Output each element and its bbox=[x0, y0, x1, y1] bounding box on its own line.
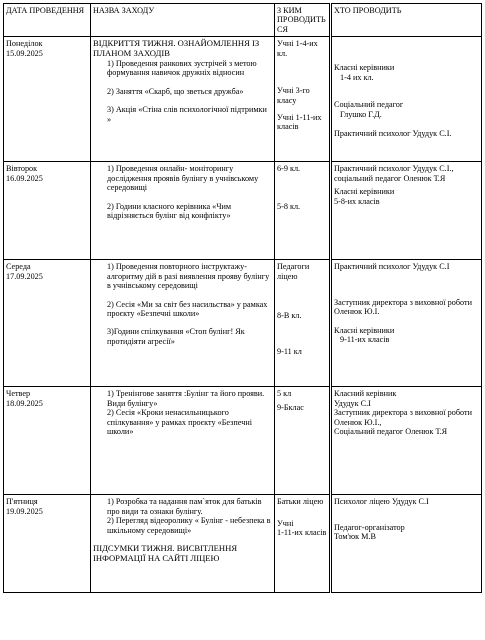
responsible-item: Заступник директора з виховної роботи bbox=[334, 297, 472, 307]
table-row bbox=[4, 37, 482, 162]
event-cell bbox=[91, 495, 275, 593]
event-item: 2) Заняття «Скарб, що зветься дружба» bbox=[107, 86, 244, 96]
day-name: Середа bbox=[6, 262, 31, 272]
audience-item: Учні 1-11-их класів bbox=[277, 112, 322, 132]
table-row bbox=[4, 260, 482, 387]
date-cell bbox=[4, 387, 91, 495]
weekly-plan-table bbox=[3, 3, 482, 593]
event-item: 1) Проведення повторного інструктажу- алгоритму дій в разі виявлення прояву булінгу в учнівському середовищі bbox=[107, 262, 270, 291]
event-item: 2) Сесія «Ми за світ без насильства» у рамках проєкту «Безпечні школи» bbox=[107, 299, 268, 318]
date-cell bbox=[4, 37, 91, 162]
audience-cell bbox=[275, 387, 331, 495]
date-cell bbox=[4, 162, 91, 260]
responsible-item: Психолог ліцею Удудук С.І bbox=[334, 497, 429, 507]
section-title: ВІДКРИТТЯ ТИЖНЯ. ОЗНАЙОМЛЕННЯ ІЗ ПЛАНОМ ЗАХОДІВ bbox=[93, 38, 260, 59]
responsible-cell bbox=[331, 37, 482, 162]
responsible-item: Практичний психолог Удудук С.І., соціальний педагог Оленюк Т.Я bbox=[334, 164, 454, 183]
event-item: 2) Перегляд відеоролику « Булінг - небезпека в шкільному середовищі» bbox=[107, 516, 271, 535]
table-row bbox=[4, 387, 482, 495]
day-name: Четвер bbox=[6, 389, 31, 399]
audience-cell bbox=[275, 162, 331, 260]
summary-title: ПІДСУМКИ ТИЖНЯ. ВИСВІТЛЕННЯ ІНФОРМАЦІЇ НА САЙТІ ЛІЦЕЮ bbox=[93, 542, 238, 563]
audience-item: 9-Бклас bbox=[277, 402, 304, 412]
responsible-item: Оленюк Ю.І. bbox=[334, 307, 380, 317]
responsible-item: 1-4 их кл. bbox=[340, 72, 374, 82]
day-name: П'ятниця bbox=[6, 497, 38, 507]
audience-item: Учні 1-4-их кл. bbox=[277, 39, 318, 58]
responsible-item: Глушко Г.Д. bbox=[340, 109, 382, 119]
responsible-cell bbox=[331, 495, 482, 593]
audience-item: 6-9 кл. bbox=[277, 164, 301, 174]
responsible-item: 9-11-их класів bbox=[340, 334, 390, 344]
event-item: 1) Розробка та надання пам`яток для батьків про види та ознаки булінгу. bbox=[107, 497, 262, 516]
responsible-item: Соціальний педагог Оленюк Т.Я bbox=[334, 426, 448, 436]
audience-cell bbox=[275, 495, 331, 593]
responsible-cell bbox=[331, 162, 482, 260]
event-cell bbox=[91, 37, 275, 162]
event-item: 1) Проведення ранкових зустрічей з метою формування навичок дружніх відносин bbox=[107, 59, 257, 78]
responsible-item: Класний керівник bbox=[334, 389, 397, 399]
day-name: Понеділок bbox=[6, 39, 43, 49]
header-who: ХТО ПРОВОДИТЬ bbox=[331, 4, 482, 37]
audience-item: 5-8 кл. bbox=[277, 201, 301, 211]
event-item: 2) Сесія «Кроки ненасильницького спілкування» у рамках проєкту «Безпечні школи» bbox=[107, 408, 252, 436]
day-date: 15.09.2025 bbox=[6, 48, 43, 58]
responsible-item: Класні керівники bbox=[334, 325, 395, 335]
responsible-item: Оленюк Ю.І., bbox=[334, 417, 382, 427]
header-event: НАЗВА ЗАХОДУ bbox=[91, 4, 275, 37]
event-item: 2) Години класного керівника «Чим відрізняється булінг від конфлікту» bbox=[107, 201, 232, 220]
event-cell bbox=[91, 387, 275, 495]
header-date: ДАТА ПРОВЕДЕННЯ bbox=[4, 4, 91, 37]
header-with: З КИМ ПРОВОДИТЬ СЯ bbox=[275, 4, 331, 37]
table-row bbox=[4, 162, 482, 260]
responsible-cell bbox=[331, 387, 482, 495]
responsible-item: Класні керівники bbox=[334, 63, 395, 73]
day-date: 16.09.2025 bbox=[6, 173, 43, 183]
event-cell bbox=[91, 260, 275, 387]
day-date: 19.09.2025 bbox=[6, 506, 43, 516]
responsible-item: Том'юк М.В bbox=[334, 532, 376, 542]
responsible-item: Заступник директора з виховної роботи bbox=[334, 408, 472, 418]
responsible-item: Класні керівники bbox=[334, 187, 395, 197]
responsible-item: Практичний психолог Удудук С.І bbox=[334, 262, 450, 272]
event-item: 1) Проведення онлайн- моніторингу дослідження проявів булінгу в учнівському середовищі bbox=[107, 164, 259, 193]
table-row bbox=[4, 495, 482, 593]
event-item: 3) Акція «Стіна слів психологічної підтримки » bbox=[107, 105, 267, 124]
date-cell bbox=[4, 260, 91, 387]
responsible-cell bbox=[331, 260, 482, 387]
audience-item: Батьки ліцею bbox=[277, 497, 324, 507]
day-date: 17.09.2025 bbox=[6, 271, 43, 281]
audience-item: 9-11 кл bbox=[277, 346, 302, 356]
audience-item: Учні 3-го класу bbox=[277, 86, 310, 105]
audience-item: 1-11-их класів bbox=[277, 528, 327, 538]
audience-item: Учні bbox=[277, 518, 294, 528]
audience-item: 5 кл bbox=[277, 389, 292, 399]
audience-item: Педагоги ліцею bbox=[277, 262, 310, 281]
responsible-item: 5-8-их класів bbox=[334, 196, 380, 206]
responsible-item: Удудук С.І bbox=[334, 398, 371, 408]
audience-item: 8-В кл. bbox=[277, 311, 302, 321]
table-header-row bbox=[4, 4, 482, 37]
date-cell bbox=[4, 495, 91, 593]
event-item: 1) Тренінгове заняття :Булінг та його прояви. Види булінгу» bbox=[107, 389, 265, 408]
day-name: Вівторок bbox=[6, 164, 38, 174]
event-cell bbox=[91, 162, 275, 260]
event-item: 3)Години спілкування «Стоп булінг! Як протидіяти агресії» bbox=[107, 327, 245, 346]
audience-cell bbox=[275, 37, 331, 162]
responsible-item: Педагог-організатор bbox=[334, 522, 405, 532]
day-date: 18.09.2025 bbox=[6, 398, 43, 408]
responsible-item: Практичний психолог Удудук С.І. bbox=[334, 128, 452, 138]
audience-cell bbox=[275, 260, 331, 387]
responsible-item: Соціальний педагог bbox=[334, 100, 404, 110]
